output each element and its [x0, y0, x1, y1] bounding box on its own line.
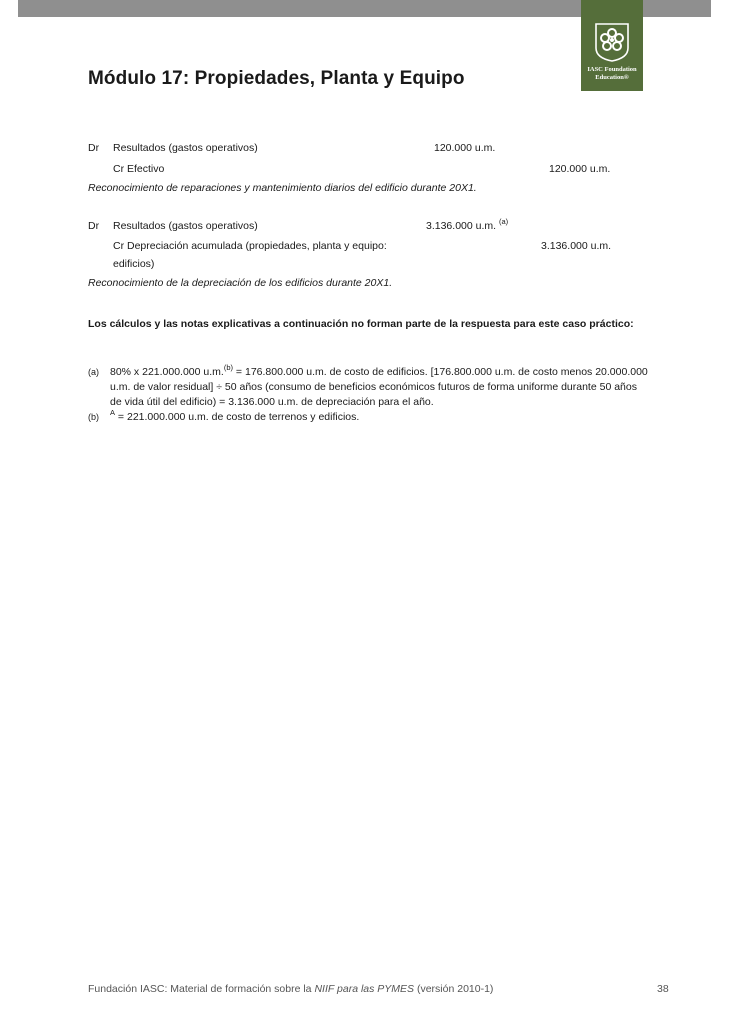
flower-emblem-icon	[594, 22, 630, 62]
note-b-text-after: = 221.000.000 u.m. de costo de terrenos y edificios.	[115, 411, 360, 423]
page-title: Módulo 17: Propiedades, Planta y Equipo	[88, 68, 465, 89]
note-a-text-before: 80% x 221.000.000 u.m.	[110, 366, 224, 378]
footer-prefix: Fundación IASC: Material de formación sobre la	[88, 983, 315, 995]
explanation-paragraph: Los cálculos y las notas explicativas a continuación no forman parte de la respuesta para este caso práctico:	[88, 318, 634, 330]
iasc-logo	[581, 0, 643, 91]
entry1-credit-account: Cr Efectivo	[113, 163, 165, 175]
note-a-label: (a)	[88, 367, 99, 377]
note-b-ref: A	[110, 408, 116, 417]
entry2-credit-account-line2: edificios)	[113, 258, 155, 270]
entry2-dr: Dr	[88, 220, 100, 232]
entry2-credit-amount: 3.136.000 u.m.	[541, 240, 612, 252]
note-b-label: (b)	[88, 412, 99, 422]
note-b-text	[110, 410, 650, 425]
logo-line-1: IASC Foundation	[587, 66, 637, 73]
entry1-debit-account: Resultados (gastos operativos)	[113, 142, 258, 154]
entry1-debit-amount: 120.000 u.m.	[434, 142, 496, 154]
entry2-narrative: Reconocimiento de la depreciación de los edificios durante 20X1.	[88, 277, 393, 289]
entry1-dr: Dr	[88, 142, 100, 154]
entry2-debit-amount: 3.136.000 u.m.	[426, 220, 497, 232]
page-number: 38	[657, 983, 669, 995]
note-a-text-after: = 176.800.000 u.m. de costo de edificios. [176.800.000 u.m. de costo menos 20.000.000 u.m. de valor residual] ÷ 50 años (consumo de beneficios económicos futuros de forma uniforme durante 50 años de vida útil del edificio) = 3.136.000 u.m. de depreciación para el año.	[110, 366, 648, 408]
note-a-ref: (b)	[223, 363, 234, 372]
footer-text	[88, 983, 493, 995]
entry2-debit-account: Resultados (gastos operativos)	[113, 220, 258, 232]
entry2-note-ref: (a)	[498, 217, 509, 226]
note-a-text	[110, 365, 650, 410]
entry2-debit-amount-line	[426, 217, 509, 233]
footer-suffix: (versión 2010-1)	[414, 983, 494, 995]
footer-italic: NIIF para las PYMES	[314, 983, 415, 995]
entry2-credit-account-line1: Cr Depreciación acumulada (propiedades, planta y equipo:	[113, 240, 387, 252]
entry1-narrative: Reconocimiento de reparaciones y mantenimiento diarios del edificio durante 20X1.	[88, 182, 477, 194]
logo-line-2: Education®	[595, 74, 629, 81]
entry1-credit-amount: 120.000 u.m.	[549, 163, 611, 175]
logo-text	[581, 66, 643, 82]
